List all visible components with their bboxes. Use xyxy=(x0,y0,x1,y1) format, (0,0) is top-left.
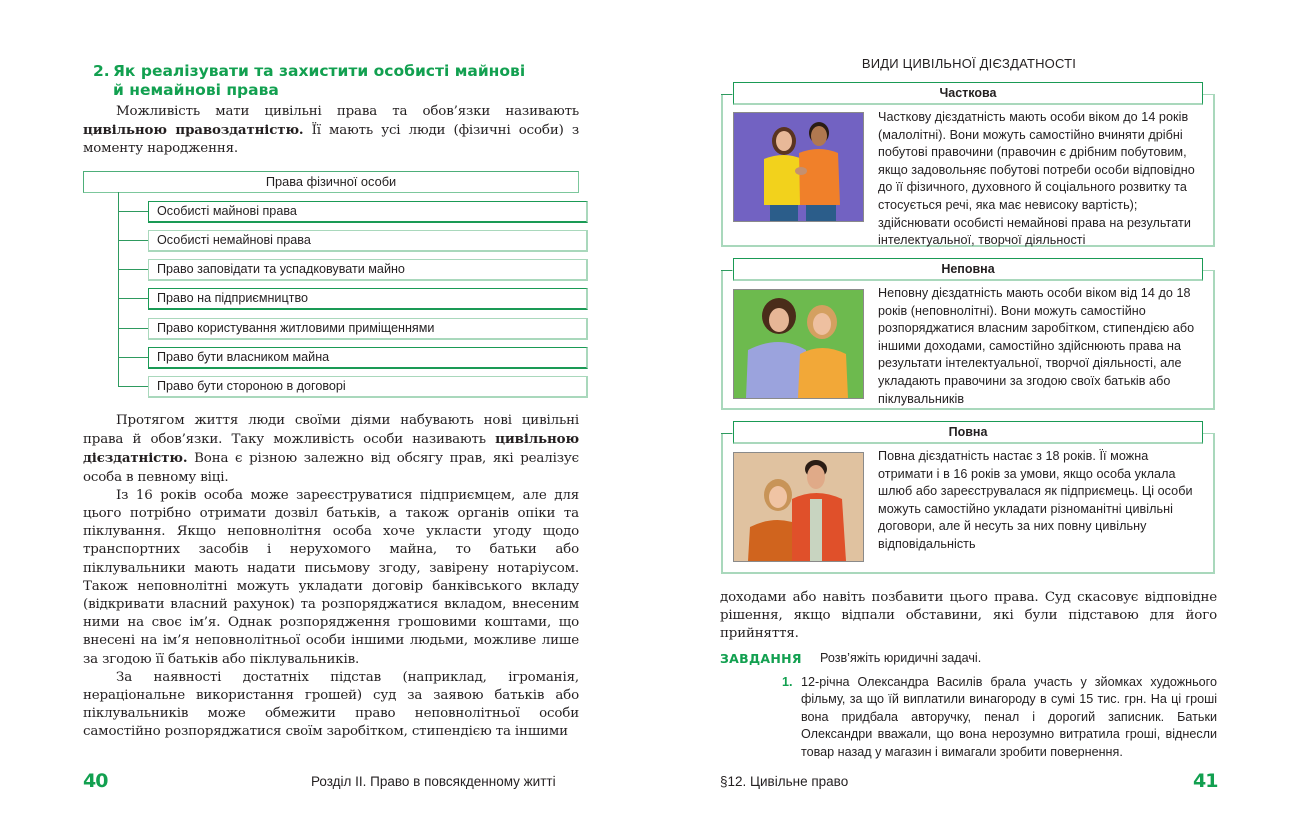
task-item-number: 1. xyxy=(782,675,793,689)
diagram-connector xyxy=(118,386,148,387)
diagram-item: Особисті майнові права xyxy=(148,201,588,223)
section-title-line2: й немайнові права xyxy=(113,81,279,99)
diagram-item: Особисті немайнові права xyxy=(148,230,588,252)
continuation-paragraph: доходами або навіть позбавити цього права. Суд скасовує відповідне рішення, якщо відпали обставини, які були підставою для його прийняття. xyxy=(720,590,1217,642)
intro-paragraph xyxy=(83,103,579,159)
diagram-item: Право користування житловими приміщеннями xyxy=(148,318,588,340)
task-item-text: 12-річна Олександра Василів брала участь у зйомках художнього фільму, за що їй виплатили винагороду в сумі 15 тис. грн. На ці гроші вона придбала авторучку, пенал і дорогий записник. Батьки Олександри вважали, що вона нерозумно витратила гроші, віднесли товар назад у магазин і вимагали зробити повернення. xyxy=(801,675,1217,759)
paragraph-capacity xyxy=(83,412,579,487)
section-heading xyxy=(93,62,563,100)
paragraph-text: Вона є різною залежно від обсягу прав, які реалізує особа в певному віці. xyxy=(83,451,579,485)
capacity-types-title: ВИДИ ЦИВІЛЬНОЇ ДІЄЗДАТНОСТІ xyxy=(861,56,1077,71)
diagram-connector xyxy=(118,269,148,270)
task-instruction: Розв’яжіть юридичні задачі. xyxy=(820,651,982,665)
card-label: Неповна xyxy=(733,258,1203,281)
adults-photo-illustration xyxy=(734,453,863,561)
page-number-left: 40 xyxy=(83,770,108,792)
left-body-text xyxy=(83,412,579,742)
card-label: Часткова xyxy=(733,82,1203,105)
card-description: Неповну дієздатність мають особи віком від 14 до 18 років (неповнолітні). Вони можуть самостійно розпоряджатися власним заробітком, стипендією або іншими доходами, самостійно здійснюють права на результати інтелектуальної, творчої діяльності, але укладають правочини за згодою своїх батьків або піклувальників xyxy=(878,286,1195,406)
card-description: Повна дієздатність настає з 18 років. Її можна отримати і в 16 років за умови, якщо особа уклала шлюб або зареєструвалася як підприємець. Ці особи можуть самостійно укладати різноманітні цивільні договори, але й несуть за них повну цивільну відповідальність xyxy=(878,449,1193,551)
intro-text-end: Її мають усі люди (фізичні особи) з моменту народження. xyxy=(83,123,579,157)
photo-teenagers xyxy=(733,289,864,399)
right-body-text xyxy=(720,589,1217,644)
diagram-root: Права фізичної особи xyxy=(83,171,579,193)
card-label: Повна xyxy=(733,421,1203,444)
card-description: Часткову дієздатність мають особи віком до 14 років (малолітні). Вони можуть самостійно вчиняти дрібні побутові правочини (правочин є дрібним побутовим, якщо задовольняє побутові потреби особи відповідно до її фізичного, духовного й соціального розвитку та стосується речі, яка має невисоку вартість); здійснювати особисті немайнові права на результати інтелектуальної, творчої діяльності xyxy=(878,110,1195,248)
intro-text: Можливість мати цивільні права та обов’язки називають xyxy=(116,104,579,119)
paragraph-restriction: За наявності достатніх підстав (наприклад, ігроманія, нераціональне використання грошей) суд за заявою батьків або піклувальників може обмежити право неповнолітньої особи самостійно розпоряджатися своїм заробітком, стипендією та іншими xyxy=(83,669,579,740)
paragraph-text: Протягом життя люди своїми діями набувають нові цивільні права й обов’язки. Таку можливість особи називають xyxy=(83,413,579,448)
page-number-right: 41 xyxy=(1193,770,1218,792)
task-item xyxy=(782,674,1217,761)
capacity-card-incomplete xyxy=(721,258,1215,410)
diagram-item: Право заповідати та успадковувати майно xyxy=(148,259,588,281)
term-legal-capacity: цивільною правоздатністю. xyxy=(83,122,304,139)
paragraph-16-years: Із 16 років особа може зареєструватися підприємцем, але для цього потрібно отримати дозвіл батьків, а також органів опіки та піклування. Якщо неповнолітня особа хоче укласти угоду щодо транспортних засобів і нерухомого майна, то батьки або піклувальники мають надати письмову згоду, завірену нотаріусом. Також неповнолітні можуть укладати договір банківського вкладу (відкривати власний рахунок) та розпоряджатися вкладом, внесеним ними на своє ім’я. Однак розпорядження грошовими коштами, що внесені на ім’я неповнолітньої особи іншими людьми, можливе лише за згодою її батьків або піклувальників. xyxy=(83,487,579,667)
diagram-item: Право бути власником майна xyxy=(148,347,588,369)
section-number: 2. xyxy=(93,62,110,80)
section-title-line1: Як реалізувати та захистити особисті майнові xyxy=(113,62,526,80)
children-photo-illustration xyxy=(734,113,863,221)
capacity-card-partial xyxy=(721,82,1215,247)
diagram-connector xyxy=(118,328,148,329)
diagram-item: Право бути стороною в договорі xyxy=(148,376,588,398)
capacity-card-full xyxy=(721,421,1215,574)
diagram-connector xyxy=(118,357,148,358)
term-civil-capacity: цивільною дієздатністю. xyxy=(83,431,579,467)
diagram-connector xyxy=(118,211,148,212)
task-label: ЗАВДАННЯ xyxy=(720,651,802,666)
diagram-item: Право на підприємництво xyxy=(148,288,588,310)
photo-adults xyxy=(733,452,864,562)
diagram-connector xyxy=(118,298,148,299)
running-title-left: Розділ ІІ. Право в повсякденному житті xyxy=(311,774,556,789)
rights-diagram xyxy=(83,171,579,401)
diagram-connector xyxy=(118,240,148,241)
photo-children xyxy=(733,112,864,222)
running-title-right: §12. Цивільне право xyxy=(720,774,849,789)
teenagers-photo-illustration xyxy=(734,290,863,398)
